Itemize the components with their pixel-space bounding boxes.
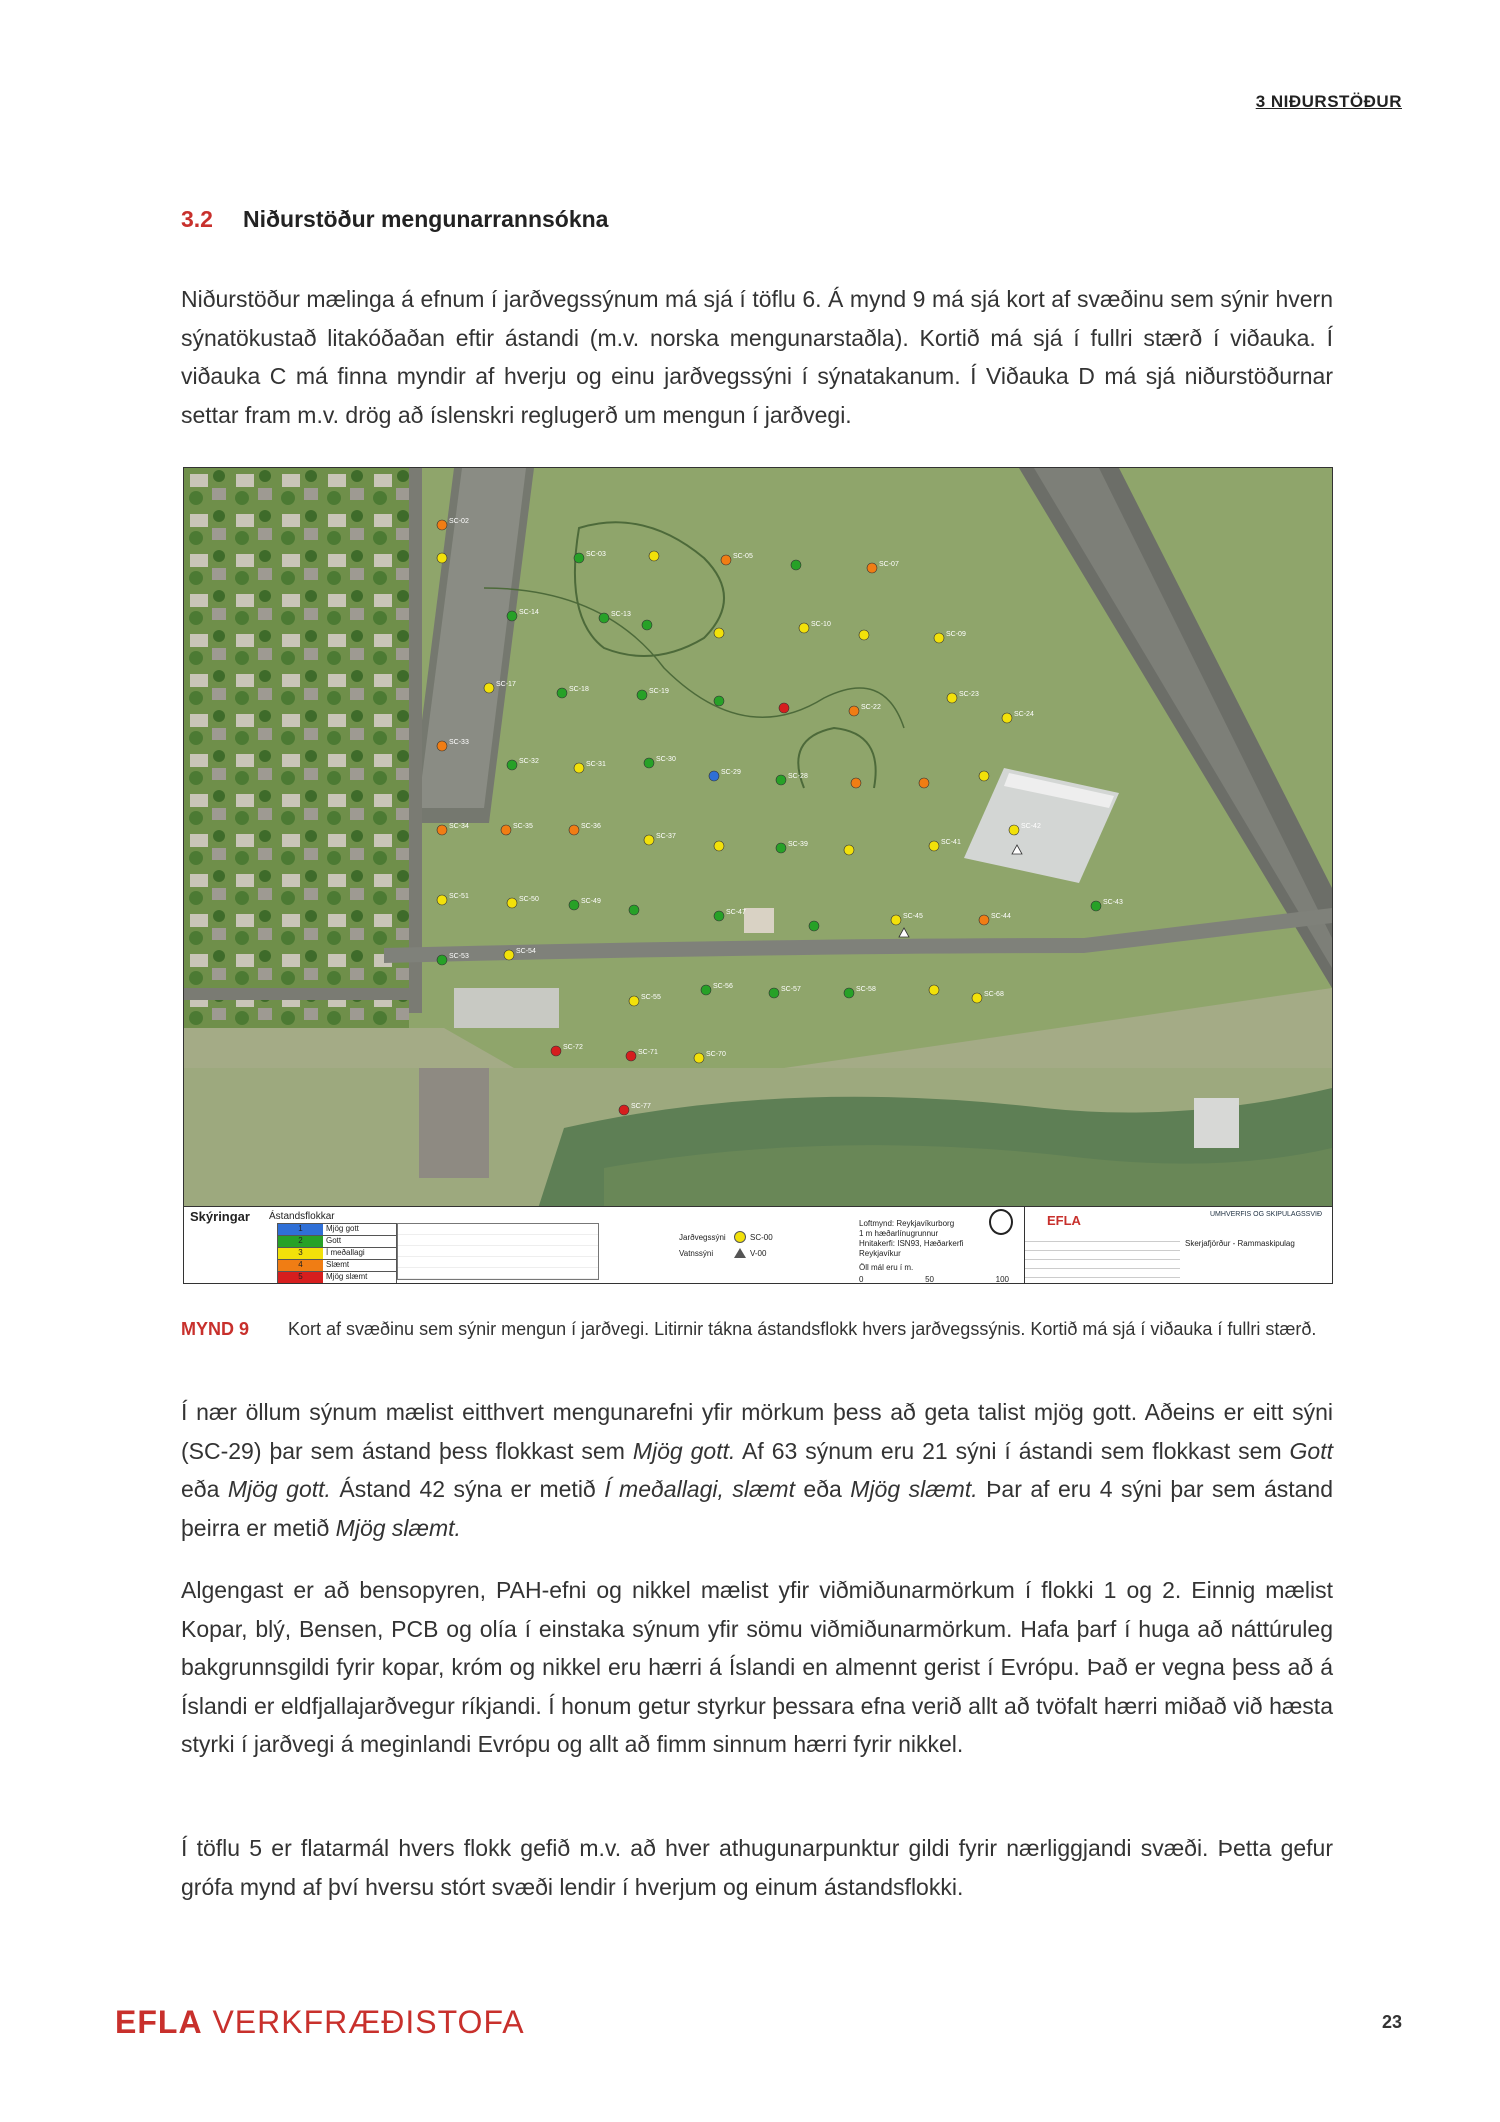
legend-swatch-3: 3 [278,1248,323,1259]
area-paragraph: Í töflu 5 er flatarmál hvers flokk gefið m.v. að hver athugunarpunktur gildi fyrir nærliggjandi svæði. Þetta gefur grófa mynd af því hversu stórt svæði lendir í hverjum og einum ástandsflokki. [181,1835,1333,1900]
legend-label-3: Í meðallagi [326,1248,365,1257]
water-sample-key [679,1245,789,1261]
sample-dot [551,1044,583,1056]
legend-row [277,1223,397,1235]
legend-criteria-table [397,1223,599,1280]
sample-dot [507,758,539,770]
svg-text:SC-30: SC-30 [656,756,676,763]
sample-dot [851,778,861,788]
sample-dot [929,985,939,995]
sample-dot [437,893,469,905]
sample-dot [919,778,929,788]
legend-label-4: Slæmt [326,1260,350,1269]
svg-text:SC-70: SC-70 [706,1051,726,1058]
svg-text:SC-42: SC-42 [1021,823,1041,830]
project-name: Skerjafjörður - Rammaskipulag [1185,1239,1295,1248]
results-paragraph [181,1393,1333,1547]
sample-dot [642,620,652,630]
title-block [1024,1207,1333,1284]
svg-text:SC-03: SC-03 [586,551,606,558]
svg-text:SC-05: SC-05 [733,553,753,560]
sample-dot [574,551,606,563]
sample-dot [504,948,536,960]
sample-dot [437,553,447,563]
results-text: Af 63 sýnum eru 21 sýni í ástandi sem flokkast sem [735,1437,1290,1464]
svg-text:SC-17: SC-17 [496,681,516,688]
svg-text:SC-07: SC-07 [879,561,899,568]
legend-label-1: Mjög gott [326,1224,359,1233]
sample-dot [644,833,676,845]
credit-line: Loftmynd: Reykjavíkurborg [859,1219,955,1228]
chapter-header: 3 NIÐURSTÖÐUR [1255,92,1402,111]
sample-dot [714,841,724,851]
sample-dot [649,551,659,561]
water-sample [1012,845,1022,854]
svg-text:SC-02: SC-02 [449,518,469,525]
svg-text:SC-35: SC-35 [513,823,533,830]
legend-row [277,1235,397,1247]
title-block-grid [1025,1233,1180,1283]
results-text: eða [181,1476,228,1502]
svg-text:SC-32: SC-32 [519,758,539,765]
results-emphasis: Mjög slæmt. [335,1514,461,1541]
svg-text:SC-45: SC-45 [903,913,923,920]
sample-dot [694,1051,726,1063]
intro-paragraph: Niðurstöður mælinga á efnum í jarðvegssýnum má sjá í töflu 6. Á mynd 9 má sjá kort af svæðinu sem sýnir hvern sýnatökustað litakóðaðan eftir ástandi (m.v. norska mengunarstaðla). Kortið má sjá í fullri stærð í viðauka. Í viðauka C má finna myndir af hverju og einu jarðvegssýni í sýnatakanum. Í Viðauka D má sjá niðurstöðurnar settar fram m.v. drög að íslenskri reglugerð um mengun í jarðvegi. [181,286,1333,428]
sample-dot [1091,899,1123,911]
svg-text:SC-34: SC-34 [449,823,469,830]
sample-dot [844,986,876,998]
sample-dot [947,691,979,703]
sample-dot [859,630,869,640]
footer-brand: EFLA [115,2004,203,2040]
svg-text:SC-53: SC-53 [449,953,469,960]
sample-points-layer [184,468,1332,1208]
sample-dot [776,773,808,785]
results-emphasis: Mjög gott. [227,1476,331,1502]
client-name: UMHVERFIS OG SKIPULAGSSVIÐ [1210,1211,1323,1218]
water-sample [899,928,909,937]
svg-text:SC-47: SC-47 [726,909,746,916]
sample-dot [507,609,539,621]
svg-text:SC-29: SC-29 [721,769,741,776]
legend-swatch-4: 4 [278,1260,323,1271]
results-text: Í nær öllum sýnum mælist eitthvert mengunarefni yfir mörkum þess að geta talist mjög gott. Aðeins er eitt sýni (SC-29) þar sem ástand þess flokkast sem [181,1399,1333,1464]
svg-text:SC-31: SC-31 [586,761,606,768]
svg-text:SC-28: SC-28 [788,773,808,780]
scale-ticks [859,1275,1009,1284]
soil-sample-code: SC-00 [750,1232,773,1242]
svg-text:SC-24: SC-24 [1014,711,1034,718]
sample-dot [769,986,801,998]
results-emphasis: Gott [1289,1437,1334,1464]
soil-sample-key [679,1229,789,1245]
legend-swatch-2: 2 [278,1236,323,1247]
sample-legend [679,1229,789,1261]
soil-sample-dot [734,1231,746,1243]
sample-dot [776,841,808,853]
svg-text:SC-54: SC-54 [516,948,536,955]
sample-dot [979,913,1011,925]
sample-dot [701,983,733,995]
sample-dot [809,921,819,931]
sample-dot [626,1049,658,1061]
svg-text:SC-19: SC-19 [649,688,669,695]
map-legend-panel [184,1206,1332,1284]
svg-text:SC-41: SC-41 [941,839,961,846]
svg-text:SC-72: SC-72 [563,1044,583,1051]
results-text: Ástand 42 sýna er metið [330,1476,605,1502]
sample-dot [779,703,789,713]
sample-dot [437,518,469,530]
sample-dot [714,696,724,706]
legend-swatch-1: 1 [278,1224,323,1235]
svg-text:SC-68: SC-68 [984,991,1004,998]
results-emphasis: Mjög gott. [632,1437,736,1464]
sample-dot [569,898,601,910]
sample-dot [791,560,801,570]
results-text: Þar af eru 4 sýni þar sem ástand þeirra er metið [181,1476,1334,1541]
results-emphasis: Mjög slæmt. [850,1476,978,1502]
svg-text:SC-55: SC-55 [641,994,661,1001]
credit-line: 1 m hæðarlínugrunnur [859,1229,939,1238]
sample-dot [437,823,469,835]
sample-dot [437,739,469,751]
footer-company: VERKFRÆÐISTOFA [202,2004,525,2040]
sample-dot [574,761,606,773]
figure-label: MYND 9 [181,1319,250,1339]
sample-dot [1009,823,1041,835]
sample-dot [629,905,639,915]
svg-text:SC-44: SC-44 [991,913,1011,920]
section-number: 3.2 [181,206,213,232]
svg-text:SC-39: SC-39 [788,841,808,848]
svg-text:SC-18: SC-18 [569,686,589,693]
sample-dot [849,704,881,716]
sample-dot [721,553,753,565]
water-sample-label: Vatnssýni [679,1248,714,1258]
legend-label-2: Gott [326,1236,342,1245]
svg-text:SC-37: SC-37 [656,833,676,840]
sample-dot [569,823,601,835]
sample-dot [934,631,966,643]
sample-dot [979,771,989,781]
svg-text:SC-36: SC-36 [581,823,601,830]
svg-text:SC-14: SC-14 [519,609,539,616]
water-sample-code: V-00 [750,1248,767,1258]
sample-dot [799,621,831,633]
svg-text:SC-13: SC-13 [611,611,631,618]
map-credits [859,1219,1009,1284]
sample-dot [507,896,539,908]
scale-tick: 50 [925,1275,934,1284]
svg-text:SC-57: SC-57 [781,986,801,993]
legend-label-5: Mjög slæmt [326,1272,368,1281]
footer-logo [115,2004,525,2041]
sample-dot [599,611,631,623]
legend-title: Skýringar [190,1209,250,1224]
svg-text:SC-43: SC-43 [1103,899,1123,906]
sample-dot [629,994,661,1006]
sample-dot [501,823,533,835]
scale-tick: 0 [859,1275,864,1284]
efla-logo: EFLA [1047,1213,1081,1228]
north-arrow-icon [989,1209,1013,1235]
scale-tick: 100 [995,1275,1009,1284]
svg-text:SC-51: SC-51 [449,893,469,900]
scale-unit: Öll mál eru í m. [859,1263,914,1272]
section-heading [181,206,608,233]
svg-text:SC-49: SC-49 [581,898,601,905]
sample-dot [867,561,899,573]
soil-sample-label: Jarðvegssýni [679,1232,726,1242]
sample-dot [437,953,469,965]
svg-text:SC-33: SC-33 [449,739,469,746]
legend-class-list [277,1223,397,1284]
svg-text:SC-10: SC-10 [811,621,831,628]
sample-dot [709,769,741,781]
svg-text:SC-56: SC-56 [713,983,733,990]
svg-text:SC-23: SC-23 [959,691,979,698]
sample-dot [557,686,589,698]
page-number: 23 [1381,2012,1402,2032]
results-emphasis: Í meðallagi, slæmt [604,1476,795,1502]
svg-text:SC-77: SC-77 [631,1103,651,1110]
sample-dot [637,688,669,700]
legend-swatch-5: 5 [278,1272,323,1283]
sample-dot [644,756,676,768]
sample-dot [929,839,961,851]
credit-line: Hnitakerfi: ISN93, Hæðarkerfi Reykjavíkur [859,1239,964,1258]
figure-caption-text: Kort af svæðinu sem sýnir mengun í jarðvegi. Litirnir tákna ástandsflokk hvers jarðvegssýnis. Kortið má sjá í viðauka í fullri stærð. [288,1319,1317,1339]
legend-row [277,1271,397,1284]
triangle-icon [734,1248,746,1258]
sample-dot [714,909,746,921]
results-text: eða [794,1476,851,1502]
figure-caption [181,1316,1333,1342]
svg-text:SC-50: SC-50 [519,896,539,903]
legend-row [277,1259,397,1271]
sample-dot [714,628,724,638]
section-title: Niðurstöður mengunarrannsókna [242,206,609,232]
svg-text:SC-58: SC-58 [856,986,876,993]
legend-row [277,1247,397,1259]
legend-heading: Ástandsflokkar [269,1211,335,1222]
sample-dot [484,681,516,693]
sample-dot [891,913,923,925]
svg-text:SC-09: SC-09 [946,631,966,638]
sample-dot [972,991,1004,1003]
svg-text:SC-71: SC-71 [638,1049,658,1056]
sample-dot [844,845,854,855]
svg-text:SC-22: SC-22 [861,704,881,711]
sample-dot [619,1103,651,1115]
sample-dot [1002,711,1034,723]
thresholds-paragraph: Algengast er að bensopyren, PAH-efni og nikkel mælist yfir viðmiðunarmörkum í flokki 1 og 2. Einnig mælist Kopar, blý, Bensen, PCB og olía í einstaka sýnum yfir sömu viðmiðunarmörkum. Hafa þarf í huga að náttúruleg bakgrunnsgildi fyrir kopar, króm og nikkel eru hærri á Íslandi en almennt gerist í Evrópu. Það er vegna þess að á Íslandi er eldfjallajarðvegur ríkjandi. Í honum getur styrkur þessara efna verið allt að tvöfalt hærri miðað við hæsta styrki í jarðvegi á meginlandi Evrópu og allt að fimm sinnum hærri fyrir nikkel. [181,1577,1333,1757]
